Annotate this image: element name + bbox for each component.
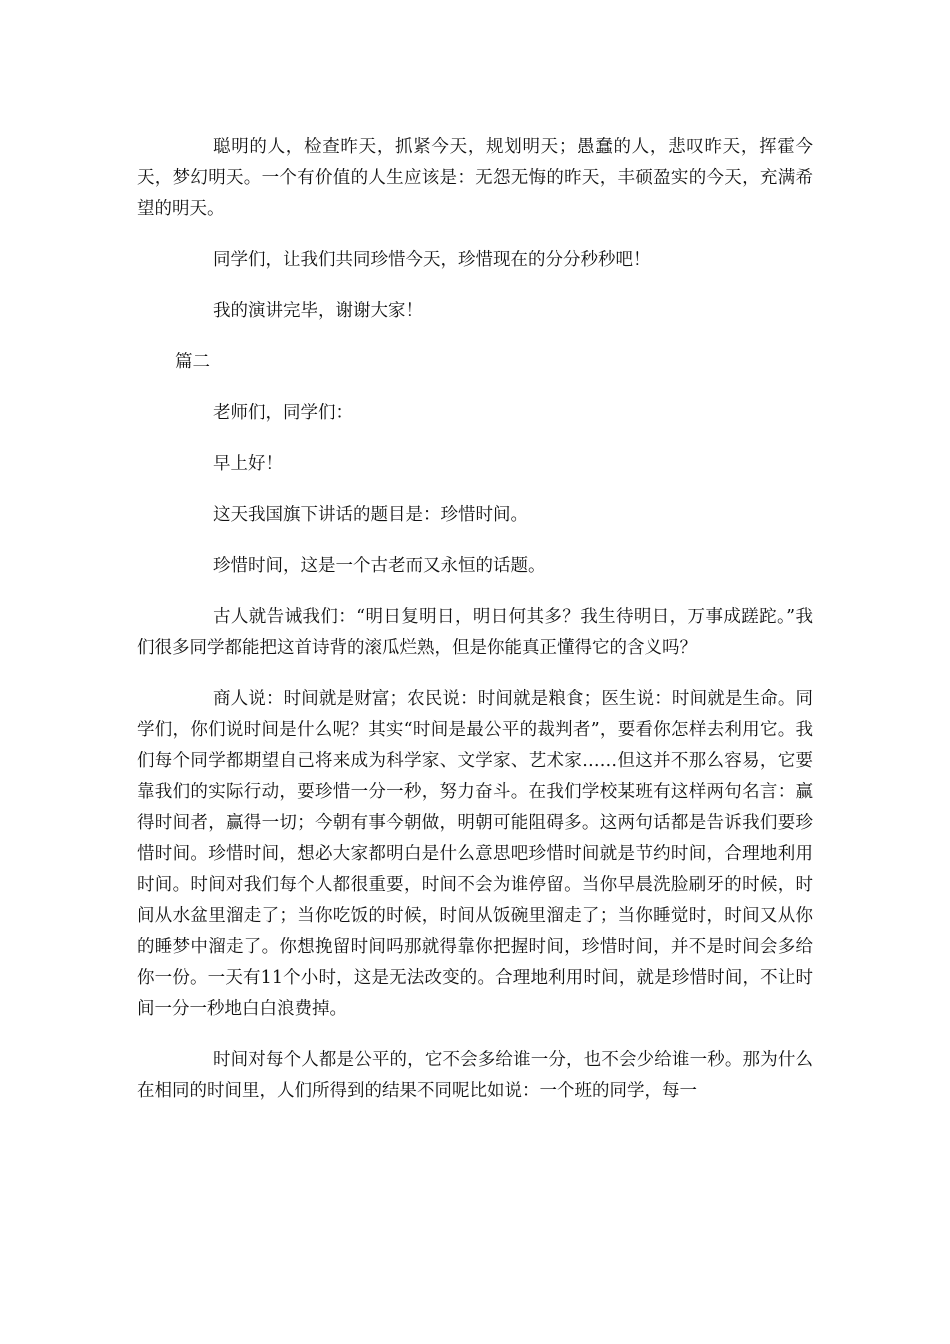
paragraph-8: 珍惜时间，这是一个古老而又永恒的话题。 [213,556,546,576]
paragraph-7: 这天我国旗下讲话的题目是：珍惜时间。 [213,505,528,525]
paragraph-6: 早上好！ [213,454,283,474]
section-heading: 篇二 [175,352,210,372]
paragraph-10: 商人说：时间就是财富；农民说：时间就是粮食；医生说：时间就是生命。同学们，你们说时间是什么呢？其实“时间是最公平的裁判者”，要看你怎样去利用它。我们每个同学都期望自己将来成为科学家、文学家、艺术家……但这并不那么容易，它要靠我们的实际行动，要珍惜一分一秒，努力奋斗。在我们学校某班有这样两句名言：赢得时间者，赢得一切；今朝有事今朝做，明朝可能阻碍多。这两句话都是告诉我们要珍惜时间。珍惜时间，想必大家都明白是什么意思吧珍惜时间就是节约时间，合理地利用时间。时间对我们每个人都很重要，时间不会为谁停留。当你早晨洗脸刷牙的时候，时间从水盆里溜走了；当你吃饭的时候，时间从饭碗里溜走了；当你睡觉时，时间又从你的睡梦中溜走了。你想挽留时间吗那就得靠你把握时间，珍惜时间，并不是时间会多给你一份。一天有11个小时，这是无法改变的。合理地利用时间，就是珍惜时间，不让时间一分一秒地白白浪费掉。 [137,689,813,1019]
paragraph-9: 古人就告诫我们：“明日复明日，明日何其多？我生待明日，万事成蹉跎。”我们很多同学都能把这首诗背的滚瓜烂熟，但是你能真正懂得它的含义吗？ [137,607,813,658]
greeting-paragraph: 老师们，同学们： [213,403,353,423]
paragraph-3: 我的演讲完毕，谢谢大家！ [213,301,423,321]
paragraph-11: 时间对每个人都是公平的，它不会多给谁一分，也不会少给谁一秒。那为什么在相同的时间里，人们所得到的结果不同呢比如说：一个班的同学，每一 [137,1050,813,1101]
document-body [137,132,813,1127]
paragraph-2: 同学们，让我们共同珍惜今天，珍惜现在的分分秒秒吧！ [213,250,651,270]
paragraph-1: 聪明的人，检查昨天，抓紧今天，规划明天；愚蠢的人，悲叹昨天，挥霍今天，梦幻明天。一个有价值的人生应该是：无怨无悔的昨天，丰硕盈实的今天，充满希望的明天。 [137,137,813,219]
